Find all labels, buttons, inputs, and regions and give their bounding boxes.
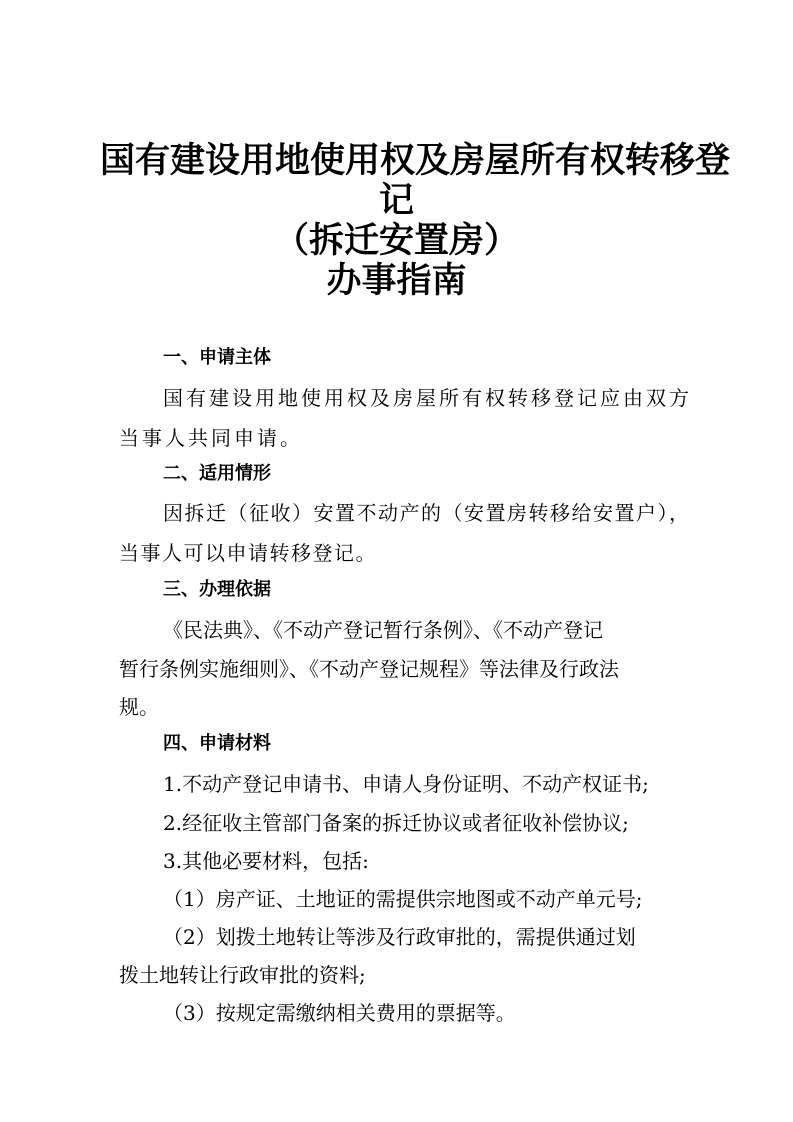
- section-1-line-2: 当事人共同申请。: [119, 426, 303, 450]
- section-2-heading: 二、适用情形: [163, 463, 271, 484]
- section-3-line-2: 暂行条例实施细则》、《不动产登记规程》等法律及行政法: [119, 657, 619, 681]
- title-subtitle: （拆迁安置房）: [273, 220, 519, 261]
- title-guide: 办事指南: [326, 260, 467, 301]
- section-3-line-3: 规。: [119, 695, 159, 719]
- section-4-line-1: 1.不动产登记申请书、申请人身份证明、不动产权证书;: [163, 772, 649, 796]
- section-3-heading: 三、办理依据: [163, 579, 271, 600]
- section-4-line-6: 拨土地转让行政审批的资料;: [119, 963, 366, 987]
- section-4-line-4: （1）房产证、土地证的需提供宗地图或不动产单元号;: [163, 887, 643, 911]
- section-4-heading: 四、申请材料: [163, 733, 271, 754]
- section-4-line-3: 3.其他必要材料，包括:: [163, 849, 369, 873]
- section-1-line-1: 国有建设用地使用权及房屋所有权转移登记应由双方: [163, 386, 692, 410]
- section-2-line-2: 当事人可以申请转移登记。: [119, 541, 377, 565]
- section-4-line-7: （3）按规定需缴纳相关费用的票据等。: [163, 1001, 516, 1025]
- section-2-line-1: 因拆迁（征收）安置不动产的（安置房转移给安置户），: [163, 501, 691, 525]
- section-3-line-1: 《民法典》、《不动产登记暂行条例》、《不动产登记: [163, 618, 603, 642]
- section-4-line-5: （2）划拨土地转让等涉及行政审批的，需提供通过划: [163, 925, 636, 949]
- title-line-1: 国有建设用地使用权及房屋所有权转移登: [100, 140, 731, 181]
- section-1-heading: 一、申请主体: [163, 347, 271, 368]
- section-4-line-2: 2.经征收主管部门备案的拆迁协议或者征收补偿协议;: [163, 811, 629, 835]
- title-line-2: 记: [378, 180, 414, 221]
